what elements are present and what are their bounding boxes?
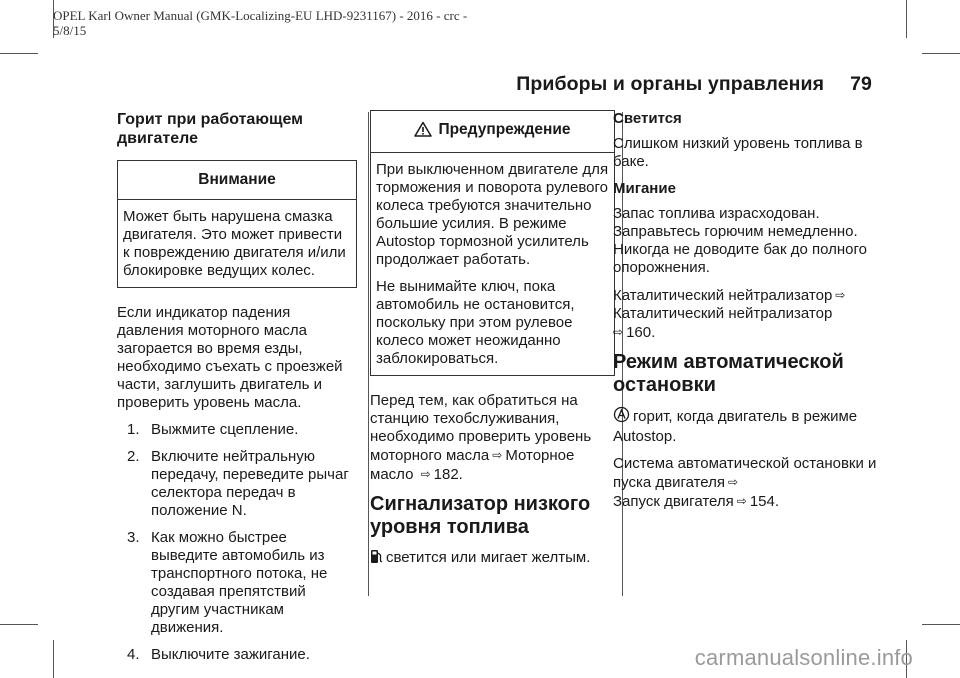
cross-reference-icon: ⇨ bbox=[736, 494, 747, 508]
lit-label: Светится bbox=[613, 110, 682, 127]
warning-triangle-icon bbox=[414, 121, 432, 142]
step-text: Включите нейтральную передачу, переведите рычаг селектора передач в положение N. bbox=[151, 448, 349, 519]
catalyst-lead: Каталитический нейтрализатор bbox=[613, 287, 833, 304]
step-item bbox=[117, 448, 357, 520]
fuel-indicator-text: светится или мигает желтым. bbox=[386, 549, 591, 566]
subsection-heading: Горит при работающем двигателе bbox=[117, 111, 304, 147]
notice-title: Внимание bbox=[118, 161, 356, 200]
document-meta bbox=[53, 8, 513, 38]
step-text: Выключите зажигание. bbox=[151, 646, 310, 663]
doc-meta-line: OPEL Karl Owner Manual (GMK-Localizing-EU LHD-9231167) - 2016 - crc - bbox=[53, 8, 468, 23]
system-text: Система автоматической остановки и пуска двигателя bbox=[613, 455, 877, 491]
page-title: Приборы и органы управления bbox=[516, 73, 825, 95]
warning-text: При выключенном двигателе для торможения и поворота рулевого колеса требуются значительно большие усилия. В режиме Autostop тормозной усилитель продолжает работать. bbox=[376, 161, 609, 268]
notice-text: Может быть нарушена смазка двигателя. Это может привести к повреждению двигателя и/или блокировке ведущих колес. bbox=[123, 208, 346, 279]
step-number: 1. bbox=[127, 421, 140, 438]
crop-mark bbox=[53, 640, 54, 678]
step-item bbox=[117, 529, 357, 637]
warning-title bbox=[371, 111, 614, 153]
lit-text: Слишком низкий уровень топлива в баке. bbox=[613, 135, 863, 170]
crop-mark bbox=[0, 624, 38, 625]
fuel-indicator-paragraph bbox=[370, 548, 615, 569]
steps-list bbox=[117, 421, 357, 664]
column-2 bbox=[370, 110, 615, 578]
step-item bbox=[117, 646, 357, 664]
start-ref-page[interactable]: 154. bbox=[749, 493, 780, 510]
warning-title-text: Предупреждение bbox=[438, 121, 571, 138]
column-3 bbox=[613, 110, 888, 520]
crop-mark bbox=[0, 53, 38, 54]
oil-check-paragraph bbox=[370, 392, 615, 484]
watermark: carmanualsonline.info bbox=[694, 645, 913, 670]
flash-label: Мигание bbox=[613, 180, 676, 197]
catalyst-paragraph bbox=[613, 286, 888, 342]
warning-text: Не вынимайте ключ, пока автомобиль не остановится, поскольку при этом рулевое колесо может неожиданно заблокироваться. bbox=[376, 278, 575, 367]
cross-reference-icon: ⇨ bbox=[613, 325, 624, 339]
crop-mark bbox=[922, 624, 960, 625]
page-header bbox=[516, 73, 872, 96]
cross-reference-icon: ⇨ bbox=[835, 288, 846, 302]
step-number: 4. bbox=[127, 646, 140, 663]
step-text: Выжмите сцепление. bbox=[151, 421, 299, 438]
section-heading-low-fuel: Сигнализатор низкого уровня топлива bbox=[370, 493, 591, 538]
column-1 bbox=[117, 110, 357, 673]
section-heading-autostop: Режим автоматической остановки bbox=[613, 351, 844, 396]
column-divider bbox=[368, 112, 369, 596]
cross-reference-icon: ⇨ bbox=[420, 467, 431, 481]
oil-check-text: Перед тем, как обратиться на станцию техобслуживания, необходимо проверить уровень моторного масла bbox=[370, 392, 592, 464]
cross-reference-icon: ⇨ bbox=[728, 475, 739, 489]
flash-text: Запас топлива израсходован. Заправьтесь горючим немедленно. Никогда не доводите бак до полного опорожнения. bbox=[613, 205, 867, 276]
intro-paragraph: Если индикатор падения давления моторного масла загорается во время езды, необходимо съехать с проезжей части, заглушить двигатель и проверить уровень масла. bbox=[117, 304, 343, 411]
step-number: 2. bbox=[127, 448, 140, 465]
catalyst-ref-page[interactable]: 160. bbox=[626, 324, 656, 341]
step-number: 3. bbox=[127, 529, 140, 546]
cross-reference-icon: ⇨ bbox=[492, 448, 503, 462]
fuel-pump-icon bbox=[370, 548, 383, 569]
doc-meta-date: 5/8/15 bbox=[53, 23, 87, 38]
crop-mark bbox=[906, 0, 907, 38]
step-item bbox=[117, 421, 357, 439]
page-number: 79 bbox=[850, 73, 872, 95]
step-text: Как можно быстрее выведите автомобиль из транспортного потока, не создавая препятствий другим участникам движения. bbox=[151, 529, 328, 636]
oil-ref-page[interactable]: 182. bbox=[433, 466, 463, 483]
autostop-text: горит, когда двигатель в режиме Autostop. bbox=[613, 408, 858, 445]
start-ref-link[interactable]: Запуск двигателя bbox=[613, 493, 734, 510]
notice-box bbox=[117, 160, 357, 288]
oil-ref-link[interactable]: Моторное масло bbox=[370, 447, 575, 483]
warning-box bbox=[370, 110, 615, 376]
catalyst-ref-link[interactable]: Каталитический нейтрализатор bbox=[613, 305, 833, 322]
autostop-a-icon bbox=[613, 406, 630, 428]
autostop-paragraph bbox=[613, 406, 888, 446]
crop-mark bbox=[922, 53, 960, 54]
system-paragraph bbox=[613, 455, 888, 511]
